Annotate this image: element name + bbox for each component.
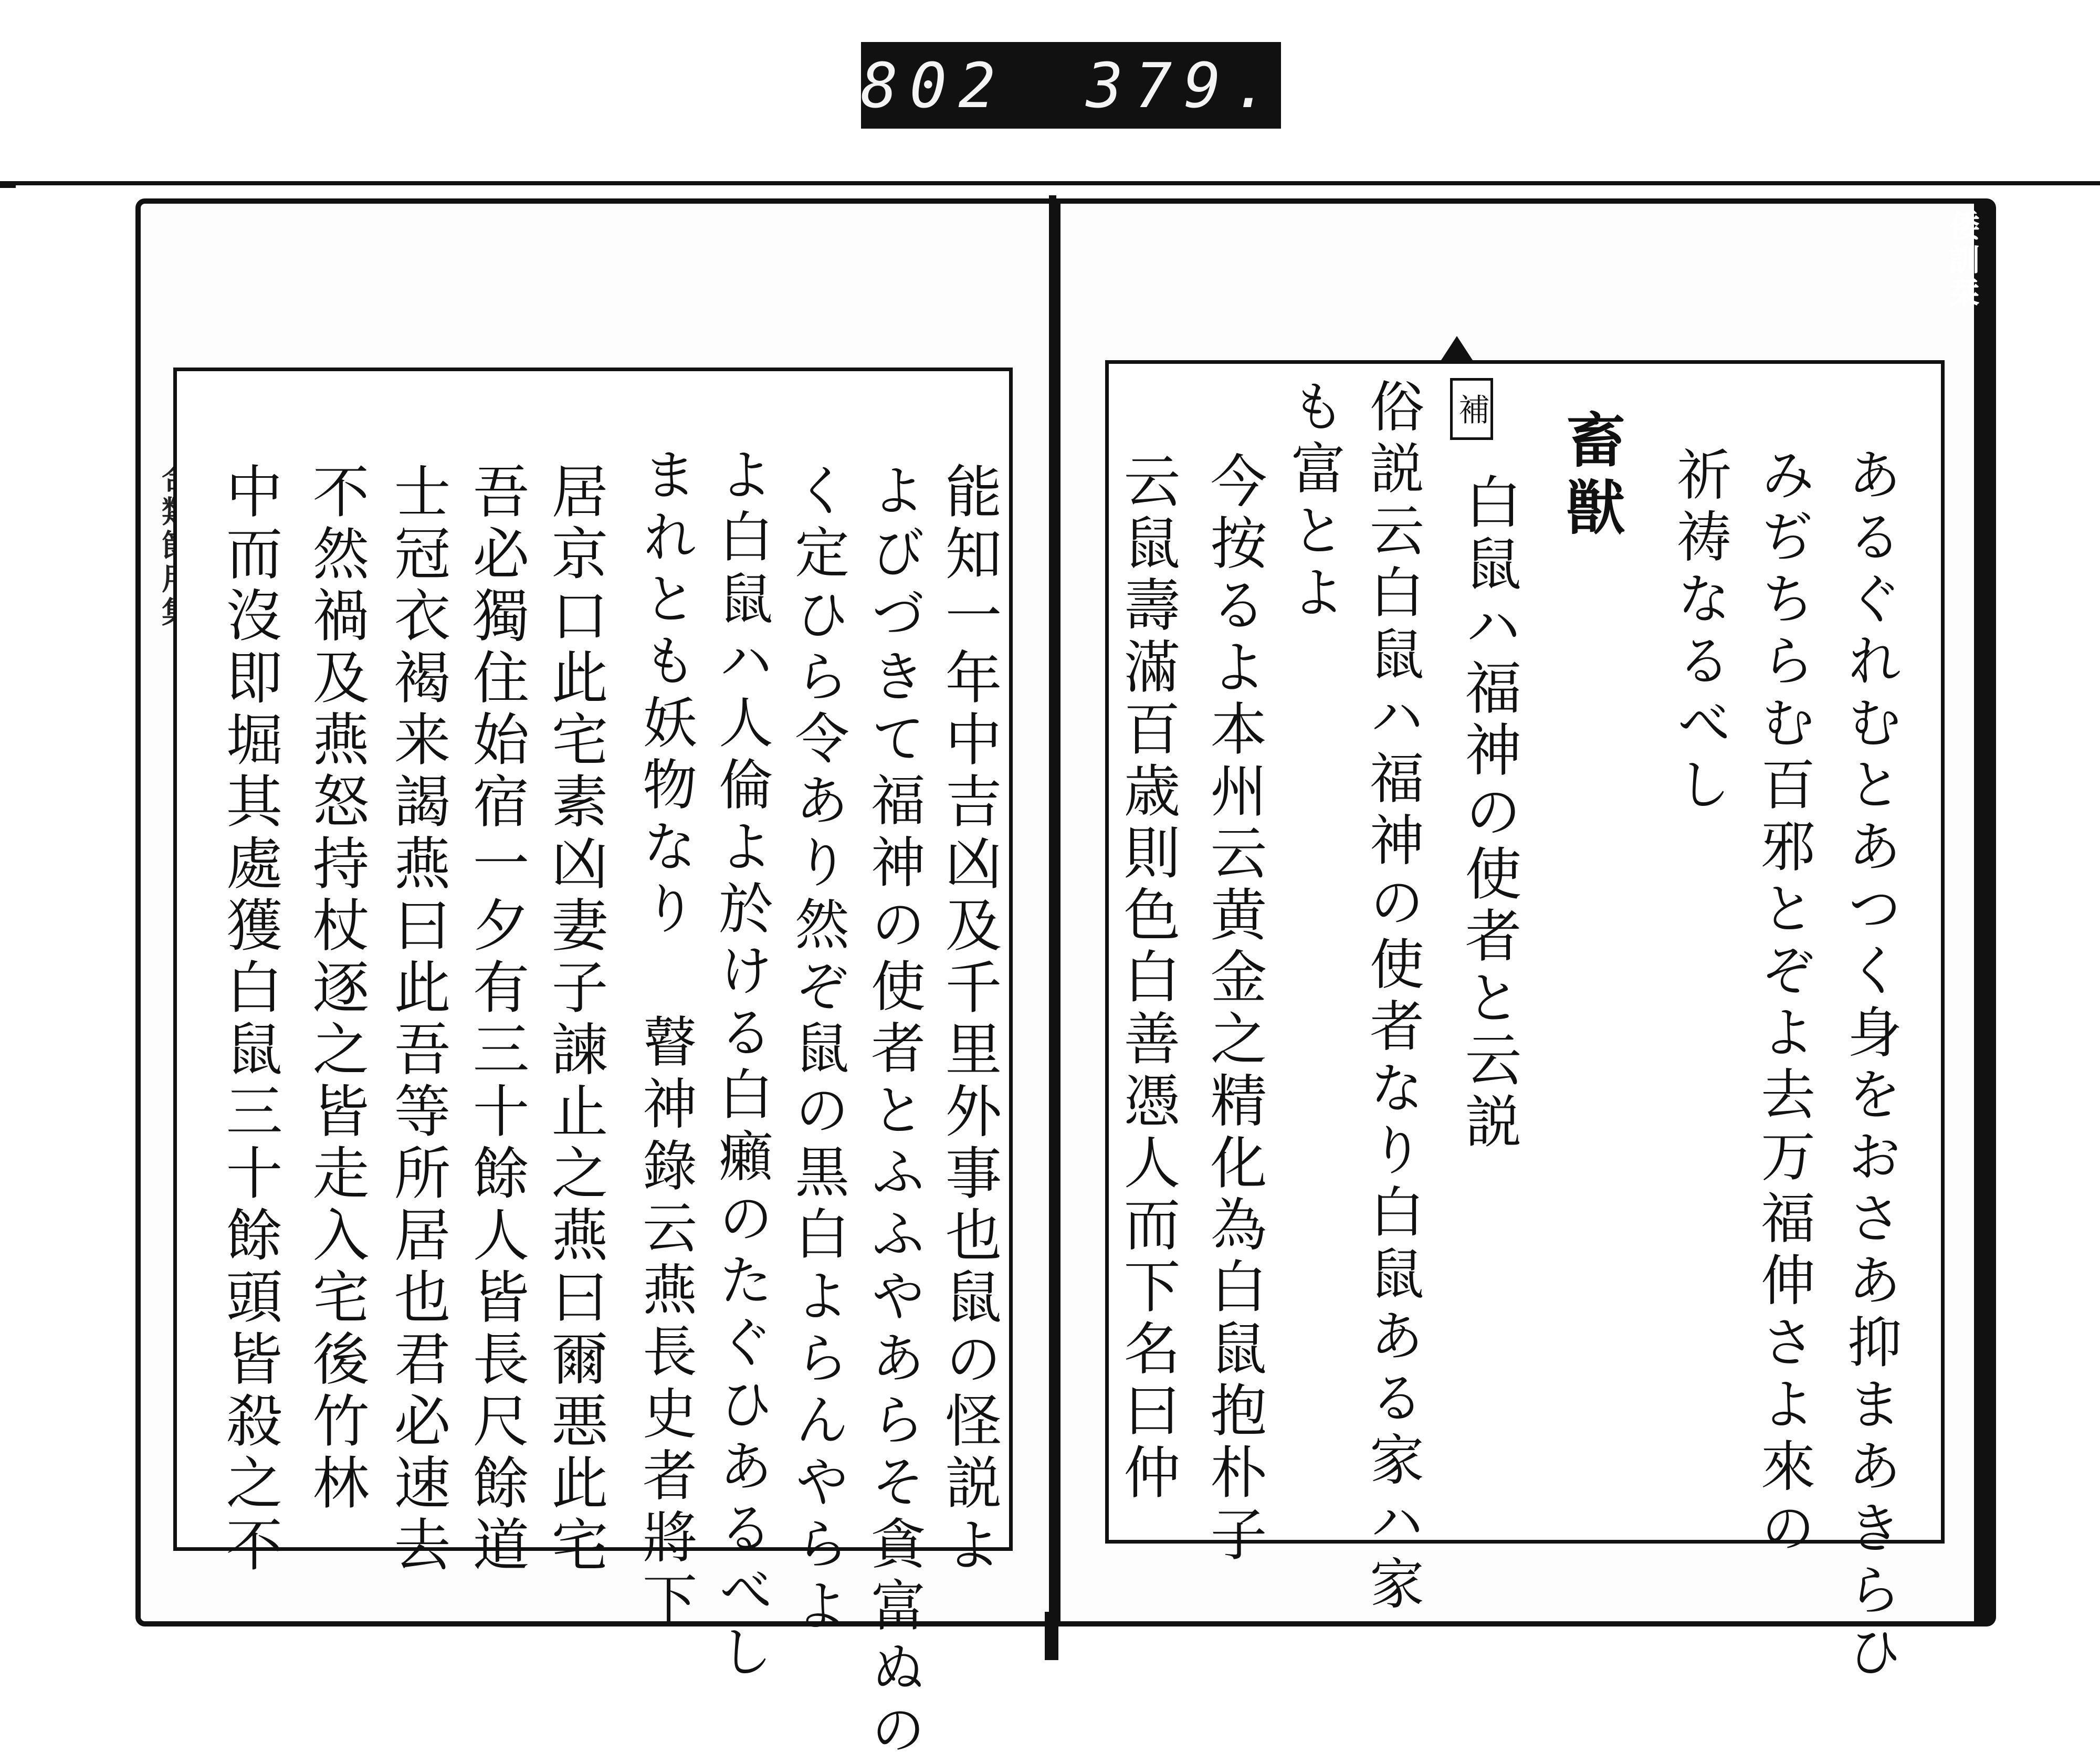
text-column: みぢちらむ百邪とぞよ去万福伸さよ來の <box>1751 446 1815 1561</box>
text-column: 白鼠ハ福神の使者と云説 <box>1455 473 1521 1154</box>
text-column: まれとも妖物なり 瞽神錄云燕長史者將下 <box>633 446 697 1633</box>
text-column: よ白鼠ハ人倫よ於ける白癩のたぐひあるべし <box>709 446 773 1685</box>
page-gutter <box>1049 195 1056 1623</box>
text-column: 祈祷なるべし <box>1667 446 1731 818</box>
text-column: 居京口此宅素凶妻子諫止之燕曰爾悪此宅 <box>542 462 607 1577</box>
catalog-number-left: 802 <box>860 49 1007 122</box>
text-column: 中而沒即堀其處獲白鼠三十餘頭皆殺之不 <box>216 462 282 1577</box>
frame-tab-marker <box>1441 336 1473 360</box>
catalog-number-label <box>861 42 1281 129</box>
catalog-number-right: 379. <box>1086 49 1282 122</box>
text-column: 吾必獨住始宿一夕有三十餘人皆長尺餘道 <box>463 462 529 1577</box>
text-column: 云鼠壽滿百歳則色白善憑人而下名曰仲 <box>1114 452 1180 1505</box>
section-heading: 畜獣 <box>1557 410 1625 544</box>
supplement-mark: 補 <box>1450 378 1493 440</box>
text-column: あるぐれむとあつく身をおさあ抑まあきらひ <box>1838 446 1902 1685</box>
text-column: も富とよ <box>1282 378 1346 626</box>
top-rule-line <box>0 181 2100 185</box>
text-column: 俗説云白鼠ハ福神の使者なり白鼠ある家ハ家 <box>1360 378 1424 1617</box>
text-column: 能知一年中吉凶及千里外事也鼠の怪説よ <box>936 462 1001 1577</box>
text-column: 士冠衣褐来謁燕曰此吾等所居也君必速去 <box>384 462 450 1577</box>
text-column: 今按るよ本州云黄金之精化為白鼠抱朴子 <box>1201 452 1266 1567</box>
text-column: 不然禍及燕怒持杖逐之皆走入宅後竹林 <box>303 462 369 1515</box>
text-column: く定ひら令あり然ぞ鼠の黒白よらんやらよ <box>785 462 849 1639</box>
binding-stub <box>1045 1612 1058 1660</box>
text-column: よびづきて福神の使者とふふやあらそ貪富ぬの <box>862 462 926 1763</box>
spine-title-right: 倭訓栞 <box>1944 210 1980 311</box>
left-edge-mark <box>0 185 16 188</box>
